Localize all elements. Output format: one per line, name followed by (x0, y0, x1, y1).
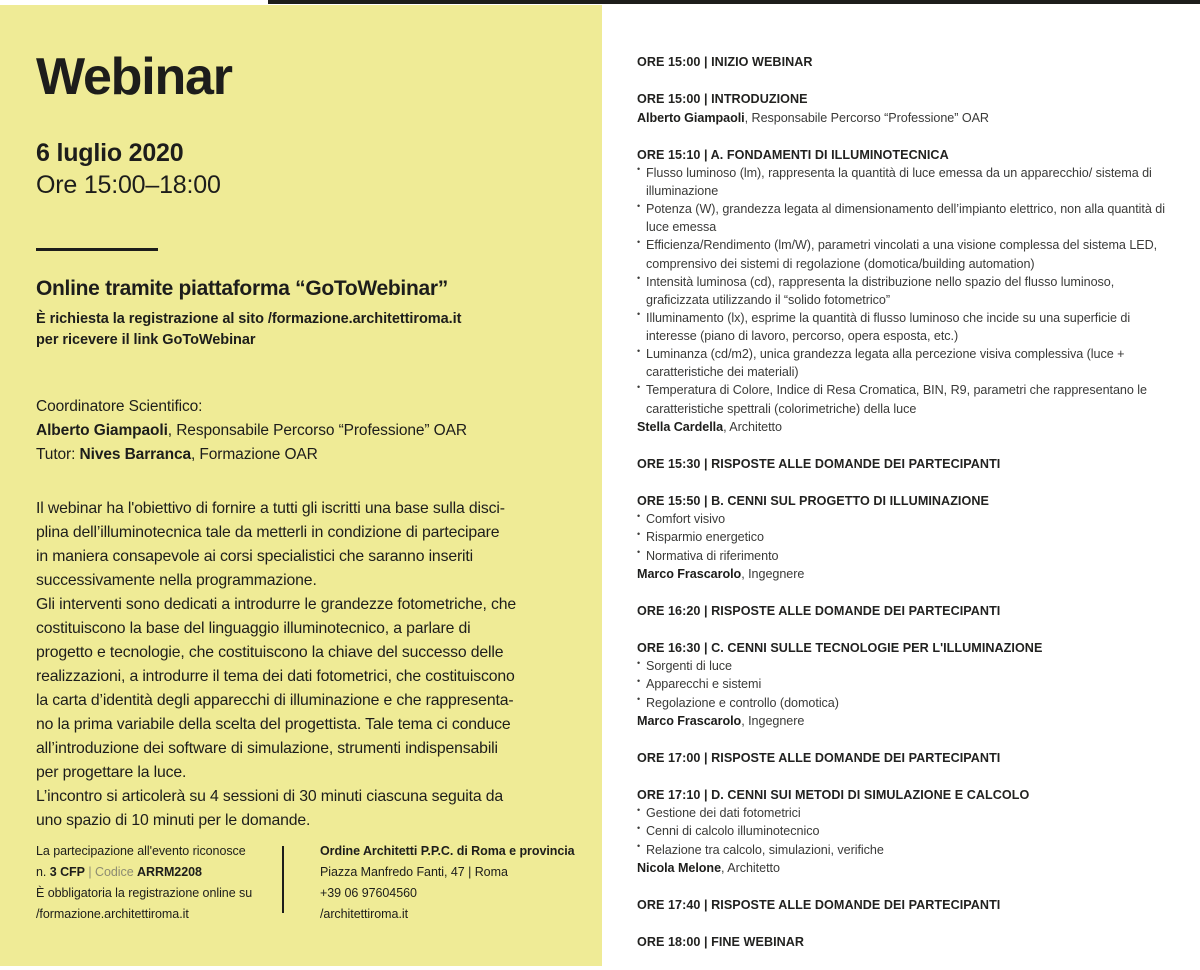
program-topic-list (637, 657, 1177, 711)
program-entry-title: ORE 15:00 | INIZIO WEBINAR (637, 55, 813, 69)
top-divider-rule (268, 0, 1200, 4)
coordinator-block (36, 350, 576, 467)
description-line: per progettare la luce. (36, 764, 187, 782)
program-entry (637, 602, 1177, 620)
program-speaker-role: , Responsabile Percorso “Professione” OAR (744, 110, 989, 125)
course-code: ARRM2208 (137, 865, 202, 879)
organization-address: Piazza Manfredo Fanti, 47 | Roma (320, 865, 508, 879)
program-topic-item: • Relazione tra calcolo, simulazioni, verifiche (637, 841, 1177, 859)
program-speaker-role: , Ingegnere (741, 566, 805, 581)
description-line: uno spazio di 10 minuti per le domande. (36, 812, 311, 830)
program-topic-item: • Temperatura di Colore, Indice di Resa Cromatica, BIN, R9, parametri che rappresentano le caratteristiche spettrali (colorimetriche) della luce (637, 381, 1177, 417)
program-entry (637, 146, 1177, 436)
program-entry (637, 749, 1177, 767)
program-speaker-name: Stella Cardella (637, 419, 724, 434)
program-column (637, 5, 1177, 970)
program-speaker-role: , Architetto (723, 419, 782, 434)
footer-credits-line2 (36, 862, 282, 883)
event-time: Ore 15:00–18:00 (36, 171, 221, 199)
tutor-line (36, 443, 576, 467)
title-divider-rule (36, 248, 158, 251)
program-topic-list (637, 804, 1177, 858)
program-topic-item: • Risparmio energetico (637, 528, 1177, 546)
tutor-name: Nives Barranca (79, 446, 191, 464)
program-entry-title: ORE 15:30 | RISPOSTE ALLE DOMANDE DEI PARTECIPANTI (637, 456, 1001, 471)
description-line: progetto e tecnologie, che costituiscono la chiave del successo delle (36, 644, 504, 662)
program-topic-item: • Apparecchi e sistemi (637, 675, 1177, 693)
program-topic-item: • Illuminamento (lx), esprime la quantità di flusso luminoso che incide su una superficie di interesse (piano di lavoro, percorso, opera esposta, etc.) (637, 309, 1177, 345)
program-speaker (637, 859, 1177, 877)
program-topic-list (637, 164, 1177, 418)
program-topic-item: • Cenni di calcolo illuminotecnico (637, 822, 1177, 840)
description-line: costituiscono la base del linguaggio illuminotecnico, a parlare di (36, 620, 471, 638)
program-entry-title: ORE 16:30 | C. CENNI SULLE TECNOLOGIE PER L'ILLUMINAZIONE (637, 641, 1043, 655)
program-entry-title: ORE 16:20 | RISPOSTE ALLE DOMANDE DEI PARTECIPANTI (637, 603, 1001, 618)
description-line: Il webinar ha l'obiettivo di fornire a tutti gli iscritti una base sulla disci- (36, 500, 505, 518)
footer-credits-line1: La partecipazione all'evento riconosce (36, 844, 246, 858)
organization-name: Ordine Architetti P.P.C. di Roma e provincia (320, 844, 575, 858)
program-speaker (637, 418, 1177, 436)
program-entry-title: ORE 17:10 | D. CENNI SUI METODI DI SIMULAZIONE E CALCOLO (637, 788, 1030, 802)
program-speaker-name: Nicola Melone (637, 860, 722, 875)
coordinator-line (36, 419, 576, 443)
organization-website: /architettiroma.it (320, 907, 409, 921)
organization-phone: +39 06 97604560 (320, 886, 417, 900)
footer-organization (320, 841, 580, 925)
registration-note-line2: per ricevere il link GoToWebinar (36, 331, 256, 348)
description-block (36, 467, 576, 833)
footer-credits-line4: /formazione.architettiroma.it (36, 907, 189, 921)
program-speaker-role: , Architetto (721, 860, 780, 875)
description-line: Gli interventi sono dedicati a introdurre le grandezze fotometriche, che (36, 596, 517, 614)
program-topic-item: • Potenza (W), grandezza legata al dimensionamento dell’impianto elettrico, non alla quantità di luce emessa (637, 200, 1177, 236)
program-topic-list (637, 510, 1177, 564)
program-topic-item: • Efficienza/Rendimento (lm/W), parametri vincolati a una visione complessa del sistema LED, comprensivo dei sistemi di regolazione (domotica/building automation) (637, 236, 1177, 272)
program-entry (637, 455, 1177, 473)
program-entry-title: ORE 15:50 | B. CENNI SUL PROGETTO DI ILLUMINAZIONE (637, 494, 989, 508)
tutor-role: , Formazione OAR (191, 446, 318, 464)
left-panel-content (36, 5, 576, 833)
program-entry-title: ORE 17:40 | RISPOSTE ALLE DOMANDE DEI PARTECIPANTI (637, 897, 1001, 912)
left-info-panel (0, 5, 602, 966)
description-line: plina dell’illuminotecnica tale da metterli in condizione di partecipare (36, 524, 500, 542)
description-line: no la prima variabile della scelta del progettista. Tale tema ci conduce (36, 716, 511, 734)
cfp-prefix: n. (36, 865, 50, 879)
program-topic-item: • Gestione dei dati fotometrici (637, 804, 1177, 822)
program-entry (637, 492, 1177, 583)
program-entry (637, 933, 1177, 951)
program-topic-item: • Luminanza (cd/m2), unica grandezza legata alla percezione visiva complessiva (luce + caratteristiche dei materiali) (637, 345, 1177, 381)
program-entry (637, 5, 1177, 71)
program-topic-item: • Normativa di riferimento (637, 547, 1177, 565)
description-line: successivamente nella programmazione. (36, 572, 317, 590)
program-entry-title: ORE 15:00 | INTRODUZIONE (637, 92, 808, 107)
program-speaker (637, 109, 1177, 127)
program-entry-title: ORE 18:00 | FINE WEBINAR (637, 935, 805, 949)
program-topic-item: • Comfort visivo (637, 510, 1177, 528)
program-topic-item: • Intensità luminosa (cd), rappresenta la distribuzione nello spazio del flusso luminoso, graficizzata utilizzando il “solido fotometrico” (637, 273, 1177, 309)
program-entry-title: ORE 15:10 | A. FONDAMENTI DI ILLUMINOTECNICA (637, 147, 949, 162)
program-speaker-name: Marco Frascarolo (637, 713, 742, 728)
program-entry (637, 639, 1177, 730)
registration-note (36, 301, 576, 350)
platform-title: Online tramite piattaforma “GoToWebinar” (36, 277, 448, 300)
cfp-value: 3 CFP (49, 865, 85, 879)
description-line: L’incontro si articolerà su 4 sessioni di 30 minuti ciascuna seguita da (36, 788, 504, 806)
program-topic-item: • Flusso luminoso (lm), rappresenta la quantità di luce emessa da un apparecchio/ sistema di illuminazione (637, 164, 1177, 200)
event-date: 6 luglio 2020 (36, 139, 184, 167)
footer-vertical-divider (282, 846, 284, 913)
program-speaker-name: Marco Frascarolo (637, 566, 742, 581)
description-line: realizzazioni, a introdurre il tema dei dati fotometrici, che costituiscono (36, 668, 515, 686)
program-speaker (637, 565, 1177, 583)
program-topic-item: • Sorgenti di luce (637, 657, 1177, 675)
program-entry-title: ORE 17:00 | RISPOSTE ALLE DOMANDE DEI PARTECIPANTI (637, 750, 1001, 765)
program-topic-item: • Regolazione e controllo (domotica) (637, 694, 1177, 712)
program-entry (637, 896, 1177, 914)
coordinator-label: Coordinatore Scientifico: (36, 398, 203, 416)
page-title: Webinar (36, 48, 232, 106)
description-line: in maniera consapevole ai corsi specialistici che saranno inseriti (36, 548, 474, 566)
cfp-separator: | Codice (84, 865, 138, 879)
footer-credits-line3: È obbligatoria la registrazione online su (36, 886, 253, 900)
program-entry (637, 90, 1177, 126)
program-entry (637, 786, 1177, 877)
program-list (637, 5, 1177, 951)
description-line: la carta d’identità degli apparecchi di illuminazione e che rappresenta- (36, 692, 514, 710)
coordinator-name: Alberto Giampaoli (36, 422, 168, 440)
tutor-label: Tutor: (36, 446, 80, 464)
coordinator-role: , Responsabile Percorso “Professione” OAR (167, 422, 467, 440)
footer-credits (36, 841, 282, 925)
panel-footer (36, 841, 581, 925)
registration-note-line1: È richiesta la registrazione al sito /formazione.architettiroma.it (36, 311, 462, 328)
program-speaker-role: , Ingegnere (741, 713, 805, 728)
description-line: all’introduzione dei software di simulazione, strumenti indispensabili (36, 740, 498, 758)
program-speaker-name: Alberto Giampaoli (637, 110, 745, 125)
program-speaker (637, 712, 1177, 730)
